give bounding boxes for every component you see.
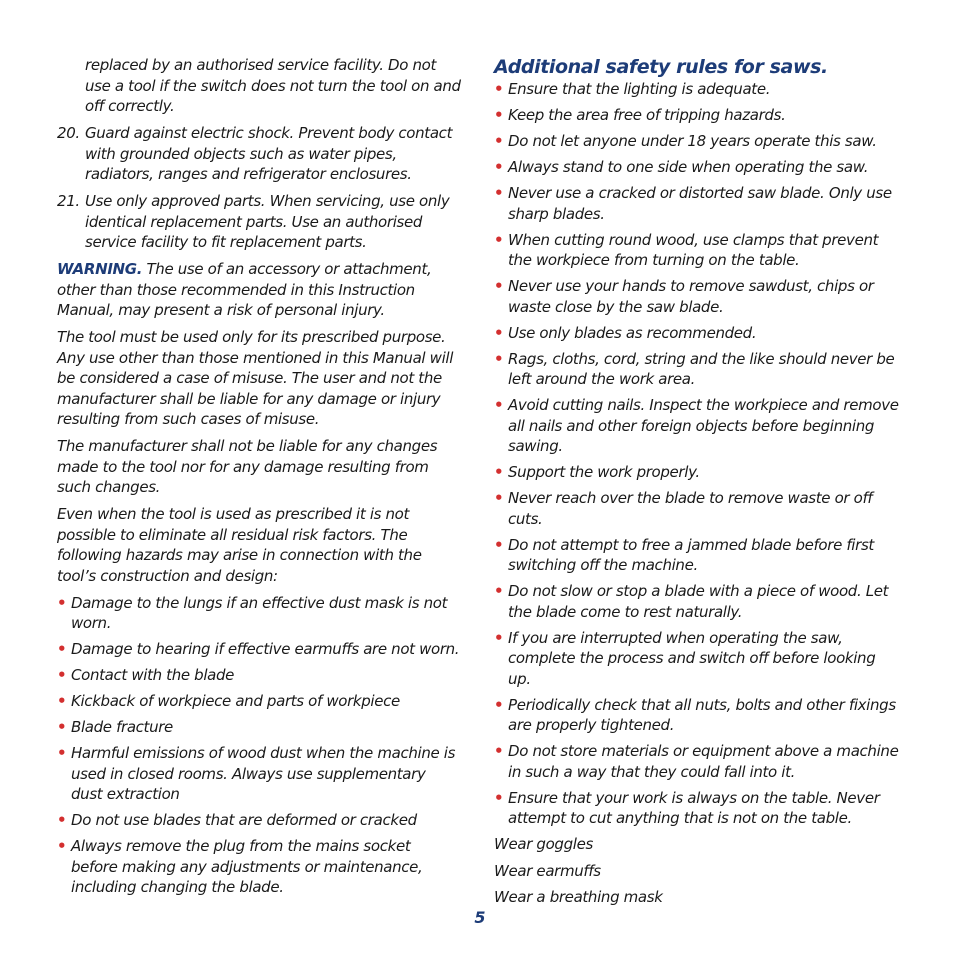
bullet-icon: • <box>494 132 504 150</box>
bullet-icon: • <box>494 184 504 202</box>
list-item-text: Do not store materials or equipment above a machine in such a way that they could fall into it. <box>508 742 899 781</box>
list-item-text: Periodically check that all nuts, bolts and other fixings are properly tightened. <box>508 695 896 734</box>
page-number: 5 <box>474 908 486 927</box>
bullet-icon: • <box>494 80 504 98</box>
list-item <box>494 741 902 782</box>
numbered-item-20 <box>57 123 461 185</box>
bullet-icon: • <box>494 742 504 760</box>
bullet-icon: • <box>57 811 67 829</box>
list-item <box>494 488 902 529</box>
list-item-text: Harmful emissions of wood dust when the machine is used in closed rooms. Always use supplementary dust extraction <box>71 744 456 803</box>
list-item <box>57 836 461 898</box>
list-item-text: Do not use blades that are deformed or cracked <box>71 811 417 829</box>
bullet-icon: • <box>494 695 504 714</box>
bullet-icon: • <box>57 837 67 855</box>
list-item <box>494 276 902 317</box>
list-item <box>57 665 461 686</box>
list-item <box>494 581 902 622</box>
bullet-icon: • <box>494 463 504 481</box>
bullet-icon: • <box>494 535 504 554</box>
list-item-text: Kickback of workpiece and parts of workpiece <box>71 692 400 710</box>
list-item <box>494 535 902 576</box>
hazard-list <box>57 593 461 898</box>
list-item-text: Support the work properly. <box>508 463 700 481</box>
bullet-icon: • <box>494 158 504 176</box>
list-item-text: Never reach over the blade to remove waste or off cuts. <box>508 489 873 528</box>
list-item <box>494 395 902 457</box>
list-item <box>494 628 902 690</box>
item-number: 20. <box>57 124 80 142</box>
left-column <box>57 55 461 903</box>
note-breathing-mask: Wear a breathing mask <box>494 888 663 906</box>
list-item-text: Keep the area free of tripping hazards. <box>508 106 786 124</box>
list-item <box>57 810 461 831</box>
list-item <box>57 691 461 712</box>
bullet-icon: • <box>494 323 504 342</box>
list-item <box>494 462 902 483</box>
list-item-text: Rags, cloths, cord, string and the like should never be left around the work area. <box>508 349 895 388</box>
item-text: Guard against electric shock. Prevent body contact with grounded objects such as water pipes, radiators, ranges and refrigerator enclosures. <box>85 124 453 183</box>
warning-paragraph <box>57 259 461 321</box>
bullet-icon: • <box>57 718 67 736</box>
list-item <box>494 157 902 178</box>
bullet-icon: • <box>57 593 67 612</box>
list-item <box>494 788 902 829</box>
note-goggles: Wear goggles <box>494 835 593 853</box>
item-number: 21. <box>57 192 80 210</box>
bullet-icon: • <box>494 349 504 368</box>
bullet-icon: • <box>494 788 504 807</box>
list-item-text: Damage to the lungs if an effective dust mask is not worn. <box>71 593 448 632</box>
bullet-icon: • <box>57 744 67 762</box>
body-paragraph: Even when the tool is used as prescribed it is not possible to eliminate all residual risk factors. The following hazards may arise in connection with the tool’s construction and design: <box>57 505 422 585</box>
list-item-text: Ensure that the lighting is adequate. <box>508 80 771 98</box>
bullet-icon: • <box>494 396 504 414</box>
body-paragraph: The tool must be used only for its prescribed purpose. Any use other than those mentioned in this Manual will be considered a case of misuse. The user and not the manufacturer shall be liable for any damage or injury resulting from such cases of misuse. <box>57 328 454 428</box>
list-item <box>57 743 461 805</box>
item-text: Use only approved parts. When servicing, use only identical replacement parts. Use an authorised service facility to fit replacement parts. <box>85 192 450 251</box>
continuation-paragraph: replaced by an authorised service facility. Do not use a tool if the switch does not turn the tool on and off correctly. <box>85 56 461 115</box>
list-item-text: Do not attempt to free a jammed blade before first switching off the machine. <box>508 535 874 574</box>
list-item-text: Use only blades as recommended. <box>508 323 757 342</box>
list-item <box>494 323 902 344</box>
numbered-item-21 <box>57 191 461 253</box>
list-item <box>494 79 902 100</box>
bullet-icon: • <box>494 277 504 295</box>
bullet-icon: • <box>494 582 504 600</box>
note-earmuffs: Wear earmuffs <box>494 861 601 880</box>
list-item-text: Do not let anyone under 18 years operate this saw. <box>508 132 877 150</box>
section-heading: Additional safety rules for saws. <box>494 56 828 78</box>
bullet-icon: • <box>494 230 504 249</box>
list-item <box>494 695 902 736</box>
bullet-icon: • <box>57 640 67 658</box>
bullet-icon: • <box>494 628 504 647</box>
bullet-icon: • <box>494 106 504 124</box>
list-item-text: When cutting round wood, use clamps that prevent the workpiece from turning on the table. <box>508 230 879 269</box>
bullet-icon: • <box>57 692 67 710</box>
warning-text: The use of an accessory or attachment, other than those recommended in this Instruction Manual, may present a risk of personal injury. <box>57 260 432 319</box>
right-column <box>494 55 902 914</box>
list-item-text: Always stand to one side when operating the saw. <box>508 158 869 176</box>
list-item <box>494 349 902 390</box>
bullet-icon: • <box>57 666 67 684</box>
list-item-text: Never use your hands to remove sawdust, chips or waste close by the saw blade. <box>508 277 874 316</box>
list-item-text: Do not slow or stop a blade with a piece of wood. Let the blade come to rest naturally. <box>508 582 889 621</box>
body-paragraph: The manufacturer shall not be liable for any changes made to the tool nor for any damage resulting from such changes. <box>57 437 438 496</box>
list-item-text: Blade fracture <box>71 718 173 736</box>
list-item-text: Ensure that your work is always on the table. Never attempt to cut anything that is not on the table. <box>508 788 880 827</box>
list-item-text: Contact with the blade <box>71 666 235 684</box>
warning-label: WARNING. <box>57 260 143 278</box>
list-item <box>57 639 461 660</box>
safety-rules-list <box>494 79 902 829</box>
list-item <box>494 183 902 224</box>
list-item-text: Avoid cutting nails. Inspect the workpiece and remove all nails and other foreign objects before beginning sawing. <box>508 396 899 455</box>
list-item <box>57 717 461 738</box>
list-item-text: Never use a cracked or distorted saw blade. Only use sharp blades. <box>508 184 892 223</box>
list-item-text: Damage to hearing if effective earmuffs are not worn. <box>71 640 460 658</box>
list-item-text: Always remove the plug from the mains socket before making any adjustments or maintenance, including changing the blade. <box>71 837 423 896</box>
bullet-icon: • <box>494 489 504 507</box>
list-item <box>494 230 902 271</box>
list-item <box>57 593 461 634</box>
list-item <box>494 105 902 126</box>
list-item <box>494 131 902 152</box>
list-item-text: If you are interrupted when operating the saw, complete the process and switch off before looking up. <box>508 628 876 688</box>
